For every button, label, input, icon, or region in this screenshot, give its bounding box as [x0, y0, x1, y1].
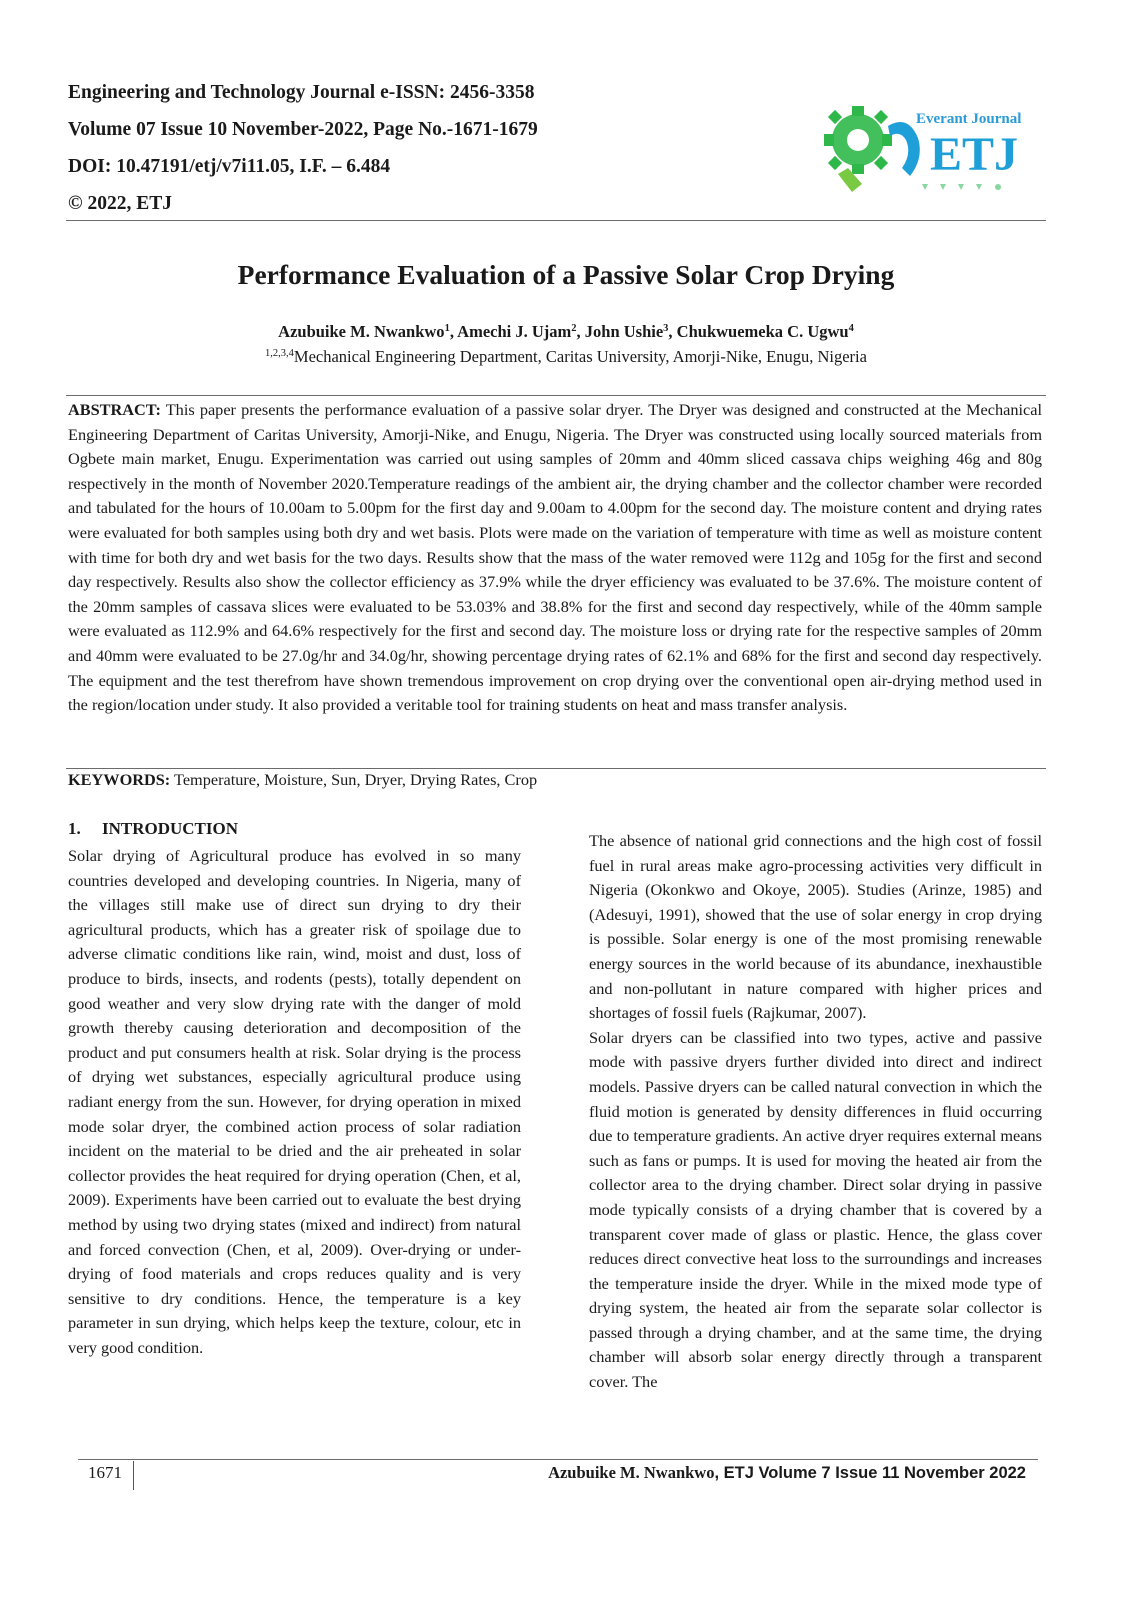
- left-column: [68, 844, 521, 1360]
- author-name: Amechi J. Ujam: [457, 322, 572, 341]
- author-separator: ,: [449, 322, 458, 341]
- gear-icon: [824, 106, 892, 174]
- author-name: Azubuike M. Nwankwo: [278, 322, 445, 341]
- section-number: 1.: [68, 819, 81, 838]
- header-divider: [66, 220, 1046, 221]
- section-heading: [68, 819, 238, 839]
- section-title: INTRODUCTION: [102, 819, 239, 838]
- affiliation: [0, 347, 1132, 367]
- author-list: [0, 322, 1132, 342]
- volume-issue-pages: Volume 07 Issue 10 November-2022, Page No.-1671-1679: [68, 119, 538, 140]
- affiliation-text: Mechanical Engineering Department, Caritas University, Amorji-Nike, Enugu, Nigeria: [293, 347, 867, 366]
- abstract-text: This paper presents the performance evaluation of a passive solar dryer. The Dryer was designed and constructed at the Mechanical Engineering Department of Caritas University, Amorji-Nike, and Enugu, Nigeria. The Dryer was constructed using locally sourced materials from Ogbete main market, Enugu. Experimentation was carried out using samples of 20mm and 40mm sliced cassava chips weighing 46g and 80g respectively in the month of November 2020.Temperature readings of the ambient air, the drying chamber and the collector chamber were recorded and tabulated for the hours of 10.00am to 5.00pm for the first day and 9.00am to 4.00pm for the second day. The moisture content and drying rates were evaluated for both samples using both dry and wet basis. Plots were made on the variation of temperature with time as well as moisture content with time for both dry and wet basis for the two days. Results show that the mass of the water removed were 112g and 105g for the first and second day respectively. Results also show the collector efficiency as 37.9% while the dryer efficiency was evaluated to be 37.6%. The moisture content of the 20mm samples of cassava slices were evaluated to be 53.03% and 38.8% for the first and second day respectively, while of the 40mm sample were evaluated as 112.9% and 64.6% respectively for the first and second day. The moisture loss or drying rate for the respective samples of 20mm and 40mm were evaluated to be 27.0g/hr and 34.0g/hr, showing percentage drying rates of 62.1% and 68% for the first and second day respectively. The equipment and the test therefrom have shown tremendous improvement on crop drying over the conventional open air-drying method used in the region/location under study. It also provided a veritable tool for training students on heat and mass transfer analysis.: [68, 400, 1042, 715]
- abstract: [68, 398, 1042, 718]
- abstract-bottom-divider: [66, 768, 1046, 769]
- intro-paragraph-1: Solar drying of Agricultural produce has evolved in so many countries developed and developing countries. In Nigeria, many of the villages still make use of direct sun drying to dry their agricultural products, which has a greater risk of spoilage due to adverse climatic conditions like rain, wind, moist and dust, loss of produce to birds, insects, and rodents (pests), totally dependent on good weather and very slow drying rate with the danger of mold growth thereby causing deterioration and decomposition of the product and put consumers health at risk. Solar drying is the process of drying wet substances, especially agricultural produce using radiant energy from the sun. However, for drying operation in mixed mode solar dryer, the combined action process of solar radiation incident on the material to be dried and the air preheated in solar collector provides the heat required for drying operation (Chen, et al, 2009). Experiments have been carried out to evaluate the best drying method by using two drying states (mixed and indirect) from natural and forced convection (Chen, et al, 2009). Over-drying or under-drying of food materials and crops reduces quality and is very sensitive to dry conditions. Hence, the temperature is a key parameter in sun drying, which helps keep the texture, colour, etc in very good condition.: [68, 846, 521, 1357]
- author-affiliation-mark: 1: [444, 323, 450, 334]
- publisher-wordmark: Everant Journal: [916, 111, 1022, 127]
- running-footer: [548, 1463, 1026, 1483]
- keywords: [68, 770, 1042, 790]
- right-column: [589, 829, 1042, 1395]
- author-separator: ,: [576, 322, 585, 341]
- footer-divider: [78, 1459, 1038, 1460]
- intro-paragraph-2: The absence of national grid connections and the high cost of fossil fuel in rural areas make agro-processing activities very difficult in Nigeria (Okonkwo and Okoye, 2005). Studies (Arinze, 1985) and (Adesuyi, 1991), showed that the use of solar energy in crop drying is possible. Solar energy is one of the most promising renewable energy sources in the world because of its abundance, inexhaustible and non-pollutant in nature compared with higher prices and shortages of fossil fuels (Rajkumar, 2007).: [589, 831, 1042, 1023]
- journal-header: [68, 74, 668, 222]
- author-affiliation-mark: 2: [571, 323, 577, 334]
- keywords-label: KEYWORDS:: [68, 770, 171, 789]
- author-name: Chukwuemeka C. Ugwu: [676, 322, 849, 341]
- etj-initials: ETJ: [930, 128, 1019, 181]
- footer-separator: [133, 1461, 134, 1490]
- author-name: John Ushie: [584, 322, 664, 341]
- intro-paragraph-3: Solar dryers can be classified into two types, active and passive mode with passive dryers further divided into direct and indirect models. Passive dryers can be called natural convection in which the fluid motion is generated by density differences in fluid occurring due to temperature gradients. An active dryer requires external means such as fans or pumps. It is used for moving the heated air from the collector area to the drying chamber. Direct solar drying in passive mode typically consists of a drying chamber that is covered by a transparent cover made of glass or plastic. Hence, the glass cover reduces direct convective heat loss to the surroundings and increases the temperature inside the dryer. While in the mixed mode type of drying system, the heated air from the separate solar collector is passed through a drying chamber, and at the same time, the drying chamber will absorb solar energy directly through a transparent cover. The: [589, 1027, 1042, 1392]
- keywords-text: Temperature, Moisture, Sun, Dryer, Drying Rates, Crop: [170, 770, 538, 789]
- decorative-shapes: [922, 184, 1001, 190]
- author-affiliation-mark: 3: [663, 323, 669, 334]
- doi-impact-factor: DOI: 10.47191/etj/v7i11.05, I.F. – 6.484: [68, 156, 391, 177]
- affiliation-marks: 1,2,3,4: [265, 348, 294, 359]
- footer-author: Azubuike M. Nwankwo: [548, 1463, 715, 1482]
- abstract-label: ABSTRACT:: [68, 400, 161, 419]
- page-number: 1671: [88, 1463, 122, 1482]
- copyright-notice: © 2022, ETJ: [68, 193, 172, 214]
- author-affiliation-mark: 4: [848, 323, 854, 334]
- author-separator: ,: [668, 322, 677, 341]
- paper-title: Performance Evaluation of a Passive Solar Crop Drying: [237, 259, 895, 290]
- etj-logo: [818, 96, 1030, 200]
- journal-name-issn: Engineering and Technology Journal e-ISSN: 2456-3358: [68, 82, 535, 103]
- abstract-top-divider: [66, 395, 1046, 396]
- footer-journal-info: , ETJ Volume 7 Issue 11 November 2022: [714, 1464, 1026, 1482]
